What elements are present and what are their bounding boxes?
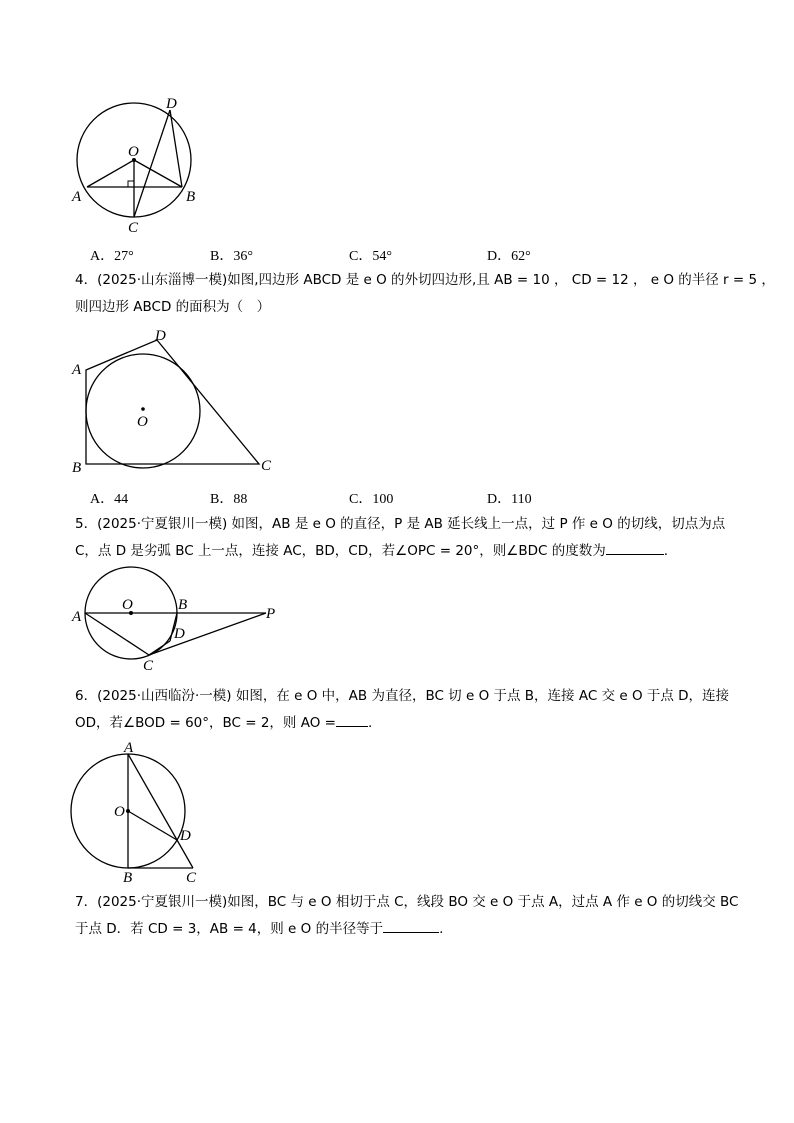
point-label-A: A bbox=[124, 740, 134, 756]
point-label-C: C bbox=[261, 458, 272, 474]
point-label-B: B bbox=[178, 597, 188, 613]
question-4-line2: 则四边形 ABCD 的面积为（ ） bbox=[75, 299, 271, 315]
question-7-line1: 7．(2025·宁夏银川一模)如图，BC 与 e O 相切于点 C，线段 BO 交 e O 于点 A，过点 A 作 e O 的切线交 BC bbox=[75, 894, 739, 910]
question-6-line2: OD，若∠BOD = 60°，BC = 2，则 AO = bbox=[75, 715, 336, 731]
question-7-line2: 于点 D．若 CD = 3，AB = 4，则 e O 的半径等于 bbox=[75, 921, 384, 937]
choice-b[interactable]: B．36° bbox=[210, 249, 253, 264]
circumscribed-quadrilateral-diagram bbox=[60, 325, 290, 475]
circle-inscribed-angle-diagram bbox=[60, 90, 220, 240]
question-5: 5．(2025·宁夏银川一模) 如图，AB 是 e O 的直径，P 是 AB 延长线上一点，过 P 作 e O 的切线，切点为点 C，点 D 是劣弧 BC 上一点，连接 AC，BD，CD，若∠OPC = 20°，则∠BDC 的度数为 . bbox=[75, 511, 735, 565]
choice-b[interactable]: B．88 bbox=[210, 492, 248, 507]
point-label-B: B bbox=[72, 460, 82, 476]
question-4 bbox=[75, 267, 775, 321]
choice-d[interactable]: D．62° bbox=[487, 249, 531, 264]
choice-a[interactable]: A．27° bbox=[90, 249, 134, 264]
choice-d[interactable]: D．110 bbox=[487, 492, 532, 507]
answer-blank[interactable] bbox=[336, 712, 368, 727]
choice-c[interactable]: C．54° bbox=[349, 249, 392, 264]
point-label-D: D bbox=[180, 828, 191, 844]
point-label-O: O bbox=[114, 804, 125, 820]
point-label-D: D bbox=[155, 328, 166, 344]
figure-q6 bbox=[60, 738, 220, 886]
point-label-C: C bbox=[128, 220, 139, 236]
question-6: 6．(2025·山西临汾·一模) 如图，在 e O 中，AB 为直径，BC 切 e O 于点 B，连接 AC 交 e O 于点 D，连接 OD，若∠BOD = 60°，BC = 2，则 AO = . bbox=[75, 683, 735, 737]
diameter-tangent-diagram bbox=[60, 738, 220, 886]
question-6-line1: 6．(2025·山西临汾·一模) 如图，在 e O 中，AB 为直径，BC 切 e O 于点 B，连接 AC 交 e O 于点 D，连接 bbox=[75, 688, 730, 704]
figure-q5 bbox=[60, 568, 290, 678]
question-5-line1: 5．(2025·宁夏银川一模) 如图，AB 是 e O 的直径，P 是 AB 延长线上一点，过 P 作 e O 的切线，切点为点 bbox=[75, 516, 726, 532]
point-label-D: D bbox=[174, 626, 185, 642]
question-4-line1: 4．(2025·山东淄博一模)如图,四边形 ABCD 是 e O 的外切四边形,且 AB = 10 ， CD = 12 ， e O 的半径 r = 5 ， bbox=[75, 272, 775, 288]
point-label-O: O bbox=[128, 144, 139, 160]
point-label-A: A bbox=[72, 189, 82, 205]
point-label-D: D bbox=[166, 96, 177, 112]
point-label-C: C bbox=[186, 870, 197, 886]
answer-blank[interactable] bbox=[383, 918, 439, 933]
choice-a[interactable]: A．44 bbox=[90, 492, 129, 507]
point-label-O: O bbox=[137, 414, 148, 430]
choice-c[interactable]: C．100 bbox=[349, 492, 394, 507]
point-label-A: A bbox=[72, 609, 82, 625]
question-7: 7．(2025·宁夏银川一模)如图，BC 与 e O 相切于点 C，线段 BO 交 e O 于点 A，过点 A 作 e O 的切线交 BC 于点 D．若 CD = 3，AB = 4，则 e O 的半径等于 . bbox=[75, 889, 735, 943]
point-label-A: A bbox=[72, 362, 82, 378]
point-label-B: B bbox=[186, 189, 196, 205]
point-label-P: P bbox=[266, 606, 276, 622]
point-label-B: B bbox=[123, 870, 133, 886]
question-5-line2: C，点 D 是劣弧 BC 上一点，连接 AC，BD，CD，若∠OPC = 20°，则∠BDC 的度数为 bbox=[75, 543, 606, 559]
tangent-line-diagram bbox=[60, 568, 290, 678]
answer-blank[interactable] bbox=[606, 540, 664, 555]
point-label-C: C bbox=[143, 658, 154, 674]
figure-q4 bbox=[60, 325, 290, 475]
point-label-O: O bbox=[122, 597, 133, 613]
figure-q3 bbox=[60, 90, 220, 240]
